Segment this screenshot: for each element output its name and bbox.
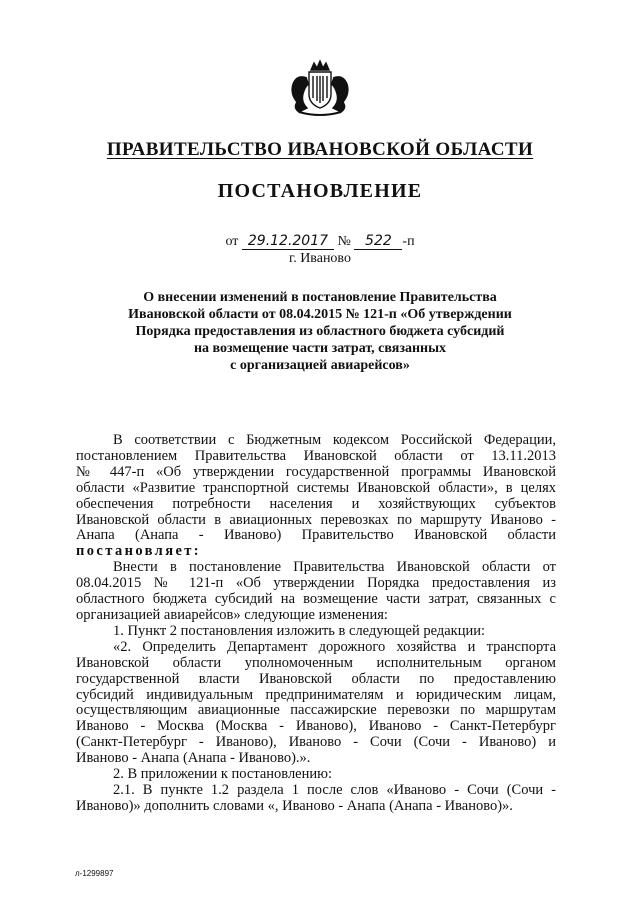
item-2: 2. В приложении к постановлению:: [113, 766, 333, 783]
subject-line: Ивановской области от 08.04.2015 № 121-п «Об утверждении: [128, 307, 512, 322]
quote-line: (Санкт-Петербург - Иваново), Иваново - Сочи (Сочи - Иваново) и: [76, 734, 556, 751]
subject-line: с организацией авиарейсов»: [230, 358, 410, 373]
quote-line: Ивановской области уполномоченным исполнительным органом: [76, 654, 556, 671]
government-title: ПРАВИТЕЛЬСТВО ИВАНОВСКОЙ ОБЛАСТИ: [106, 139, 534, 160]
body-line: Ивановской области в авиационных перевозках по маршруту Иваново -: [76, 511, 556, 528]
handwritten-date: 29.12.2017: [242, 233, 334, 250]
subject-line: Порядка предоставления из областного бюджета субсидий: [135, 324, 505, 339]
quote-line: «2. Определить Департамент дорожного хозяйства и транспорта: [113, 638, 556, 655]
quote-line: государственной власти Ивановской области по предоставлению: [76, 670, 556, 687]
body-line: областного бюджета субсидий на возмещение части затрат, связанных с: [76, 591, 556, 608]
body-line: области «Развитие транспортной системы Ивановской области», в целях: [76, 479, 556, 496]
document-body: [76, 433, 556, 815]
date-number-line: [0, 233, 640, 250]
quote-line: Иваново - Анапа (Анапа - Иваново).».: [76, 750, 311, 767]
body-line: организацией авиарейсов» следующие изменения:: [76, 606, 388, 623]
body-line: Внести в постановление Правительства Ивановской области от: [113, 559, 556, 576]
document-type: ПОСТАНОВЛЕНИЕ: [217, 180, 423, 202]
quote-line: Иваново - Москва (Москва - Иваново), Иваново - Санкт-Петербург: [76, 718, 556, 735]
quote-line: субсидий индивидуальным предпринимателям и юридическим лицам,: [76, 686, 556, 703]
city: г. Иваново: [289, 251, 351, 266]
item-2-1-line: Иваново)» дополнить словами «, Иваново - Анапа (Анапа - Иваново)».: [76, 797, 513, 814]
item-1: 1. Пункт 2 постановления изложить в следующей редакции:: [113, 622, 486, 639]
coat-of-arms-icon: [285, 58, 355, 118]
body-line: обеспечения потребности населения и хозяйствующих субъектов: [76, 495, 556, 512]
item-2-1-line: 2.1. В пункте 1.2 раздела 1 после слов «Иваново - Сочи (Сочи -: [113, 781, 556, 798]
decree-word: постановляет:: [76, 543, 202, 560]
subject-line: О внесении изменений в постановление Правительства: [143, 290, 497, 305]
quote-line: осуществляющим авиационные пассажирские перевозки по маршрутам: [76, 702, 556, 719]
body-line: № 447-п «Об утверждении государственной программы Ивановской: [76, 463, 556, 480]
body-line: В соответствии с Бюджетным кодексом Российской Федерации,: [113, 432, 556, 448]
handwritten-number: 522: [354, 233, 402, 250]
body-line: 08.04.2015 № 121-п «Об утверждении Порядка предоставления из: [76, 575, 556, 592]
document-subject: [90, 289, 550, 374]
date-prefix: от: [225, 234, 239, 249]
number-suffix: -п: [402, 234, 415, 249]
body-line: Анапа (Анапа - Иваново) Правительство Ивановской области: [76, 527, 556, 544]
body-line: постановлением Правительства Ивановской области от 13.11.2013: [76, 447, 556, 464]
subject-line: на возмещение части затрат, связанных: [193, 341, 447, 356]
number-sign: №: [337, 234, 351, 249]
footer-code: л-1299897: [75, 869, 114, 878]
